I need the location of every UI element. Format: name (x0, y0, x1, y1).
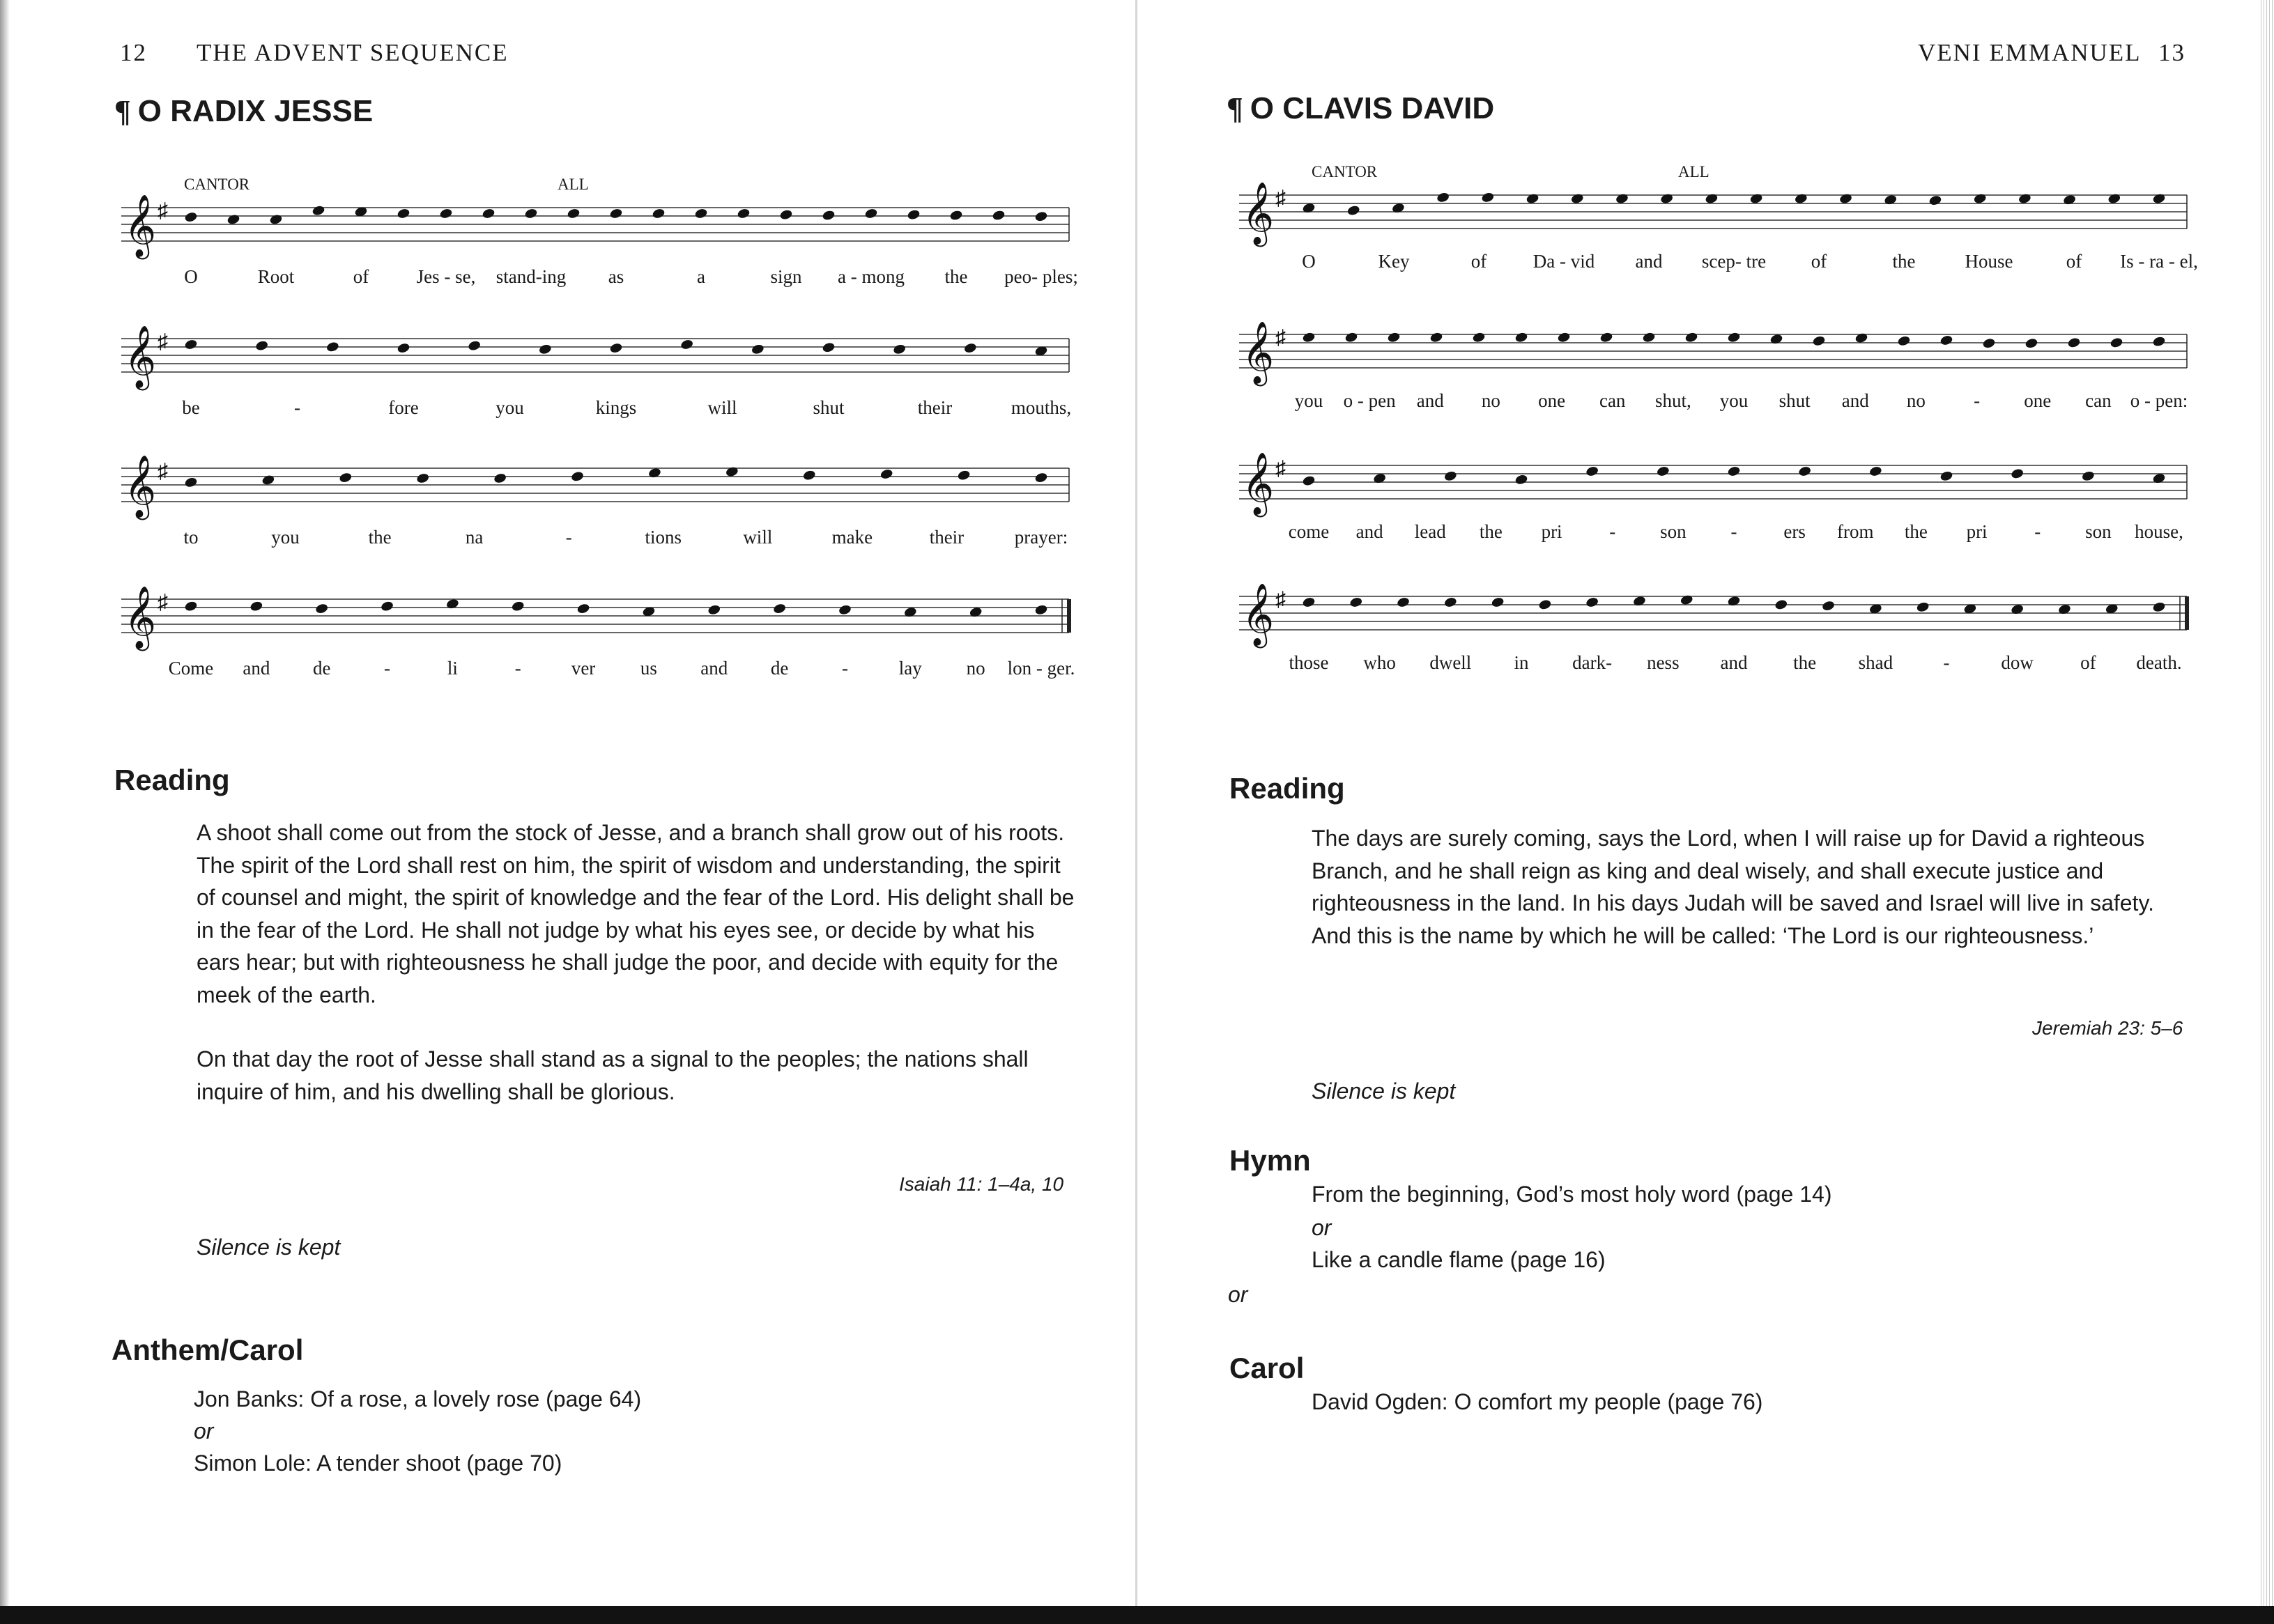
treble-clef-icon: 𝄞 (124, 326, 157, 387)
note-head (416, 472, 430, 484)
lyric-syllable: sign (770, 266, 802, 287)
note-head (1443, 596, 1457, 608)
note-head (315, 603, 329, 614)
note-head (571, 470, 585, 482)
carol-option: David Ogden: O comfort my people (page 76) (1312, 1389, 1763, 1414)
key-signature-sharp-icon: ♯ (158, 460, 168, 483)
lyric-syllable: be (182, 397, 200, 418)
note-head (1727, 332, 1741, 343)
left-reading-body (197, 817, 1082, 1140)
lyric-syllable: O (1302, 251, 1316, 272)
right-section-title (1227, 91, 1494, 126)
note-head (779, 209, 793, 221)
note-head (1916, 601, 1930, 613)
lyric-syllable: no (966, 658, 985, 679)
treble-clef-icon: 𝄞 (1242, 453, 1275, 513)
bottom-page-edge (0, 1606, 2274, 1624)
lyric-syllable: you (495, 397, 524, 418)
note-head (2018, 193, 2031, 205)
note-head (1632, 595, 1646, 607)
key-signature-sharp-icon: ♯ (1275, 588, 1286, 611)
note-head (1344, 332, 1358, 343)
note-head (1302, 475, 1316, 487)
treble-clef-icon: 𝄞 (1242, 322, 1275, 382)
note-head (493, 472, 507, 484)
note-head (1769, 333, 1783, 345)
note-head (822, 210, 836, 222)
lyric-syllable: o - pen (1343, 390, 1396, 411)
lyric-syllable: - (841, 658, 848, 679)
lyric-syllable: their (917, 397, 953, 418)
staff-system (1239, 183, 2198, 272)
lyric-syllable: peo- ples; (1004, 266, 1078, 287)
note-head (255, 340, 269, 352)
lyric-syllable: House (1965, 251, 2013, 272)
note-head (2110, 337, 2123, 348)
staff-system (1239, 453, 2187, 542)
left-reading-heading: Reading (114, 764, 230, 796)
note-head (1798, 465, 1812, 477)
note-head (864, 208, 878, 219)
lyric-syllable: and (1720, 652, 1748, 673)
note-head (1034, 604, 1048, 616)
note-head (1656, 465, 1670, 477)
lyric-syllable: the (1479, 521, 1503, 542)
pilcrow-icon: ¶ (1227, 91, 1243, 125)
key-signature-sharp-icon: ♯ (1275, 326, 1286, 349)
treble-clef-icon: 𝄞 (124, 195, 157, 256)
note-head (2152, 193, 2166, 205)
note-head (397, 342, 410, 354)
left-reading-reference: Isaiah 11: 1–4a, 10 (899, 1173, 1064, 1195)
key-signature-sharp-icon: ♯ (158, 199, 168, 222)
note-head (524, 208, 538, 219)
left-section-title-text: O RADIX JESSE (137, 94, 374, 128)
note-head (1982, 337, 1996, 349)
lyric-syllable: stand-ing (495, 266, 567, 287)
lyric-syllable: the (368, 527, 392, 548)
lyric-syllable: and (1635, 251, 1663, 272)
note-head (1812, 335, 1826, 347)
note-head (445, 598, 459, 610)
lyric-syllable: mouths, (1011, 397, 1072, 418)
anthem-heading: Anthem/Carol (112, 1333, 304, 1366)
note-head (1705, 193, 1719, 205)
note-head (1387, 332, 1401, 343)
note-head (1615, 193, 1629, 205)
note-head (312, 205, 325, 217)
lyric-syllable: son (2085, 521, 2112, 542)
note-head (2025, 337, 2038, 349)
lyric-syllable: to (183, 527, 199, 548)
lyric-syllable: can (1599, 390, 1626, 411)
lyric-syllable: come (1288, 521, 1330, 542)
note-head (482, 208, 495, 219)
note-head (1514, 474, 1528, 486)
note-head (1684, 332, 1698, 343)
lyric-syllable: shut (813, 397, 845, 418)
note-head (1854, 332, 1868, 344)
staff-system (121, 195, 1078, 287)
note-head (226, 213, 240, 225)
left-page-edge (0, 0, 10, 1624)
lyric-syllable: one (1538, 390, 1566, 411)
staff-system (121, 326, 1071, 418)
note-head (1302, 596, 1316, 608)
note-head (1642, 332, 1656, 343)
lyric-syllable: of (2080, 652, 2096, 673)
note-head (1884, 194, 1898, 206)
lyric-syllable: li (447, 658, 458, 679)
note-head (1727, 465, 1741, 477)
note-head (652, 208, 666, 219)
treble-clef-icon: 𝄞 (1242, 584, 1275, 644)
lyric-syllable: make (831, 527, 873, 548)
lyric-syllable: dark- (1572, 652, 1613, 673)
note-head (380, 601, 394, 612)
note-head (1680, 594, 1693, 606)
lyric-syllable: dow (2001, 652, 2034, 673)
lyric-syllable: in (1514, 652, 1529, 673)
note-head (1822, 600, 1836, 612)
carol-heading: Carol (1229, 1352, 1305, 1384)
lyric-syllable: shad (1858, 652, 1893, 673)
lyric-syllable: de (312, 658, 331, 679)
key-signature-sharp-icon: ♯ (158, 591, 168, 614)
treble-clef-icon: 𝄞 (124, 456, 157, 516)
note-head (269, 213, 283, 225)
left-silence-rubric: Silence is kept (197, 1235, 341, 1260)
note-head (725, 466, 739, 478)
lyric-syllable: will (707, 397, 737, 418)
lyric-syllable: you (1294, 390, 1323, 411)
note-head (1481, 192, 1495, 203)
book-spine (1135, 0, 1137, 1624)
note-head (2063, 194, 2077, 206)
lyric-syllable: Root (257, 266, 295, 287)
note-head (609, 208, 623, 219)
right-section-title-text: O CLAVIS DAVID (1250, 91, 1495, 125)
key-signature-sharp-icon: ♯ (1275, 187, 1286, 210)
note-head (1538, 598, 1552, 610)
left-reading-paragraph-2: On that day the root of Jesse shall stand as a signal to the peoples; the nations shall inquire of him, and his dwelling shall be glorious. (197, 1046, 1029, 1104)
lyric-syllable: Is - ra - el, (2120, 251, 2198, 272)
note-head (2107, 193, 2121, 205)
note-head (1557, 332, 1571, 343)
hymn-or: or (1312, 1215, 1332, 1240)
hymn-option-1: From the beginning, God’s most holy word (page 14) (1312, 1182, 1832, 1207)
note-head (893, 343, 907, 355)
note-head (1472, 332, 1486, 343)
note-head (397, 208, 410, 219)
note-head (1585, 465, 1599, 477)
lyric-syllable: o - pen: (2130, 390, 2188, 411)
anthem-option-1: Jon Banks: Of a rose, a lovely rose (page 64) (194, 1386, 642, 1412)
lyric-syllable: one (2024, 390, 2052, 411)
note-head (822, 341, 836, 353)
lyric-syllable: - (1609, 521, 1616, 542)
hymn-heading: Hymn (1229, 1144, 1311, 1177)
right-all-cue: ALL (1678, 163, 1710, 180)
right-reading-body (1312, 822, 2183, 984)
left-music-score (114, 160, 1076, 704)
note-head (1838, 193, 1852, 205)
lyric-syllable: - (1974, 390, 1981, 411)
lyric-syllable: and (1841, 390, 1869, 411)
lyric-syllable: - (1730, 521, 1737, 542)
lyric-syllable: pri (1541, 521, 1562, 542)
lyric-syllable: death. (2136, 652, 2182, 673)
note-head (439, 208, 453, 219)
pilcrow-icon: ¶ (114, 94, 131, 128)
lyric-syllable: the (1892, 251, 1916, 272)
note-head (538, 343, 552, 355)
lyric-syllable: - (565, 527, 572, 548)
right-reading-reference: Jeremiah 23: 5–6 (2032, 1017, 2183, 1039)
note-head (2081, 470, 2095, 482)
lyric-syllable: and (243, 658, 270, 679)
left-all-cue: ALL (558, 176, 589, 193)
staff-system (121, 587, 1075, 679)
note-head (957, 470, 971, 481)
lyric-syllable: house, (2135, 521, 2183, 542)
lyric-syllable: us (640, 658, 657, 679)
note-head (184, 601, 198, 612)
note-head (184, 339, 198, 350)
note-head (2011, 467, 2025, 479)
staff-system (1239, 322, 2188, 411)
staff-system (121, 456, 1069, 548)
note-head (1749, 193, 1763, 205)
note-head (992, 210, 1006, 222)
lyric-syllable: O (184, 266, 198, 287)
lyric-syllable: a (697, 266, 705, 287)
lyric-syllable: of (1811, 251, 1827, 272)
lyric-syllable: kings (595, 397, 637, 418)
note-head (680, 339, 694, 350)
lyric-syllable: of (2066, 251, 2082, 272)
lyric-syllable: the (1904, 521, 1928, 542)
anthem-or: or (194, 1418, 214, 1444)
lyric-syllable: a - mong (838, 266, 905, 287)
lyric-syllable: will (743, 527, 773, 548)
treble-clef-icon: 𝄞 (124, 587, 157, 647)
lyric-syllable: lon - ger. (1007, 658, 1075, 679)
note-head (339, 472, 353, 484)
lyric-syllable: - (514, 658, 521, 679)
lyric-syllable: Key (1378, 251, 1410, 272)
note-head (1034, 210, 1048, 222)
note-head (576, 603, 590, 614)
note-head (1585, 596, 1599, 608)
key-signature-sharp-icon: ♯ (1275, 457, 1286, 480)
right-running-head: VENI EMMANUEL (1918, 39, 2142, 66)
lyric-syllable: shut, (1654, 390, 1691, 411)
note-head (468, 340, 482, 352)
note-head (838, 604, 852, 616)
lyric-syllable: lay (898, 658, 922, 679)
right-cantor-cue: CANTOR (1312, 163, 1378, 180)
right-reading-heading: Reading (1229, 772, 1345, 805)
note-head (802, 470, 816, 481)
lyric-syllable: - (384, 658, 391, 679)
note-head (737, 208, 751, 219)
treble-clef-icon: 𝄞 (1242, 183, 1275, 243)
note-head (1526, 193, 1539, 205)
left-section-title (114, 93, 373, 129)
between-or: or (1228, 1282, 1248, 1307)
left-running-head: THE ADVENT SEQUENCE (197, 39, 509, 66)
right-page-edge (2259, 0, 2274, 1624)
note-head (1973, 193, 1987, 205)
note-head (1034, 472, 1048, 484)
note-head (1660, 193, 1674, 205)
note-head (907, 209, 921, 221)
right-music-score (1232, 148, 2198, 705)
lyric-syllable: shut (1779, 390, 1811, 411)
lyric-syllable: tions (645, 527, 682, 548)
lyric-syllable: can (2085, 390, 2112, 411)
note-head (1302, 332, 1316, 343)
left-cantor-cue: CANTOR (184, 176, 250, 193)
note-head (609, 342, 623, 354)
lyric-syllable: the (1793, 652, 1817, 673)
note-head (879, 468, 893, 480)
note-head (1599, 332, 1613, 343)
lyric-syllable: from (1837, 521, 1874, 542)
lyric-syllable: of (353, 266, 369, 287)
note-head (184, 211, 198, 223)
lyric-syllable: the (944, 266, 968, 287)
note-head (2152, 601, 2166, 613)
lyric-syllable: fore (388, 397, 419, 418)
left-reading-paragraph-1: A shoot shall come out from the stock of Jesse, and a branch shall grow out of his roots. The spirit of the Lord shall rest on him, the spirit of wisdom and understanding, the spirit of counsel and might, the spirit of knowledge and the fear of the Lord. His delight shall be in the fear of the Lord. He shall not judge by what his eyes see, or decide by what his ears hear; but with righteousness he shall judge the poor, and decide with equity for the meek of the earth. (197, 820, 1075, 1007)
lyric-syllable: Jes - se, (416, 266, 476, 287)
note-head (2152, 336, 2166, 348)
lyric-syllable: you (1719, 390, 1749, 411)
note-head (707, 604, 721, 616)
lyric-syllable: - (1943, 652, 1950, 673)
note-head (1794, 193, 1808, 205)
note-head (1436, 192, 1450, 203)
note-head (1928, 194, 1942, 206)
note-head (1939, 470, 1953, 482)
left-page-number: 12 (120, 39, 147, 66)
lyric-syllable: prayer: (1014, 527, 1068, 548)
lyric-syllable: Come (168, 658, 214, 679)
lyric-syllable: - (294, 397, 300, 418)
note-head (1897, 335, 1911, 347)
note-head (1346, 205, 1360, 217)
note-head (249, 601, 263, 612)
note-head (1397, 596, 1411, 608)
lyric-syllable: ver (571, 658, 596, 679)
lyric-syllable: - (2034, 521, 2041, 542)
lyric-syllable: na (465, 527, 484, 548)
lyric-syllable: son (1660, 521, 1687, 542)
right-page-number: 13 (2158, 39, 2185, 66)
note-head (1429, 332, 1443, 343)
note-head (694, 208, 708, 219)
lyric-syllable: lead (1414, 521, 1446, 542)
note-head (1443, 470, 1457, 482)
lyric-syllable: ers (1783, 521, 1806, 542)
lyric-syllable: you (271, 527, 300, 548)
staff-system (1239, 584, 2187, 673)
note-head (1514, 332, 1528, 343)
key-signature-sharp-icon: ♯ (158, 330, 168, 353)
note-head (1349, 596, 1363, 608)
lyric-syllable: their (929, 527, 965, 548)
note-head (751, 343, 765, 355)
note-head (1727, 595, 1741, 607)
note-head (773, 603, 787, 614)
note-head (963, 342, 977, 354)
lyric-syllable: and (1355, 521, 1383, 542)
lyric-syllable: those (1289, 652, 1329, 673)
note-head (949, 210, 963, 222)
lyric-syllable: as (608, 266, 624, 287)
lyric-syllable: pri (1966, 521, 1988, 542)
note-head (2067, 337, 2081, 348)
right-reading-paragraph-1: The days are surely coming, says the Lord, when I will raise up for David a righteous Branch, and he shall reign as king and deal wisely, and shall execute justice and righteousness in the land. In his days Judah will be saved and Israel will live in safety. And this is the name by which he will be called: ‘The Lord is our righteousness.’ (1312, 826, 2154, 948)
note-head (1868, 465, 1882, 477)
lyric-syllable: ness (1647, 652, 1680, 673)
lyric-syllable: no (1481, 390, 1500, 411)
note-head (1939, 334, 1953, 346)
lyric-syllable: scep- tre (1701, 251, 1767, 272)
note-head (184, 477, 198, 488)
lyric-syllable: who (1363, 652, 1396, 673)
lyric-syllable: no (1906, 390, 1926, 411)
anthem-option-2: Simon Lole: A tender shoot (page 70) (194, 1451, 562, 1476)
note-head (261, 474, 275, 486)
note-head (567, 208, 581, 219)
lyric-syllable: of (1470, 251, 1487, 272)
lyric-syllable: and (700, 658, 728, 679)
note-head (325, 341, 339, 353)
hymn-option-2: Like a candle flame (page 16) (1312, 1247, 1606, 1272)
lyric-syllable: and (1416, 390, 1444, 411)
note-head (1570, 193, 1584, 205)
right-silence-rubric: Silence is kept (1312, 1078, 1456, 1104)
note-head (1774, 598, 1788, 610)
lyric-syllable: de (770, 658, 789, 679)
note-head (511, 601, 525, 612)
note-head (1491, 596, 1505, 608)
note-head (647, 467, 661, 479)
lyric-syllable: Da - vid (1532, 251, 1595, 272)
lyric-syllable: dwell (1429, 652, 1472, 673)
